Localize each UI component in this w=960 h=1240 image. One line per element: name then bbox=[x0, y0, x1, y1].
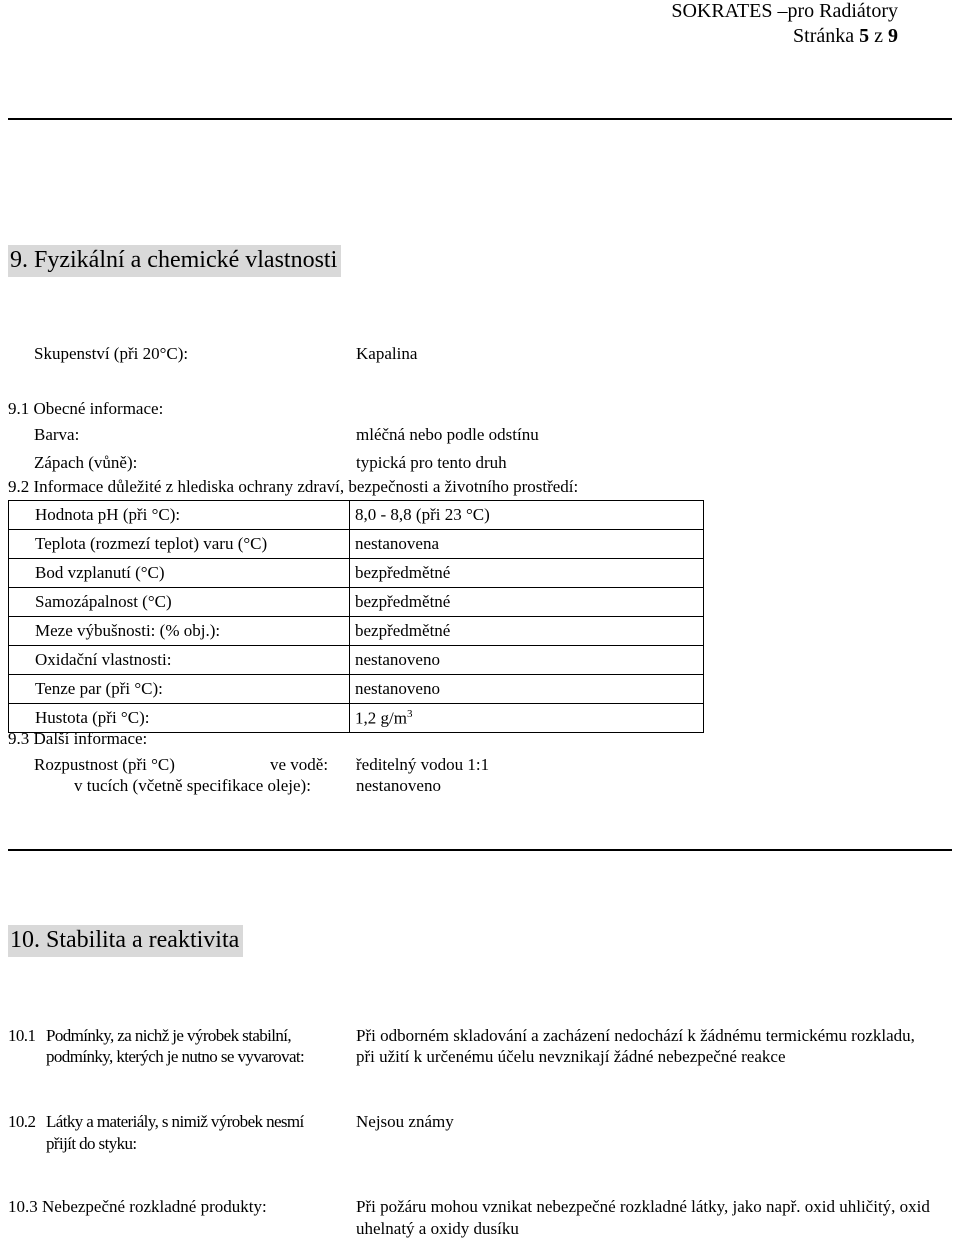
properties-table bbox=[8, 500, 704, 733]
row-value: nestanoveno bbox=[355, 679, 440, 698]
table-row bbox=[9, 559, 703, 588]
item-10-3-value-a: Při požáru mohou vznikat nebezpečné rozkladné látky, jako např. oxid uhličitý, oxid bbox=[356, 1197, 930, 1216]
row-label: Bod vzplanutí (°C) bbox=[35, 563, 165, 582]
item-10-1-label-b: podmínky, kterých je nutno se vyvarovat: bbox=[46, 1047, 305, 1066]
document-header-title: SOKRATES –pro Radiátory bbox=[671, 0, 898, 22]
page-mid: z bbox=[869, 25, 888, 47]
table-row bbox=[9, 617, 703, 646]
solubility-water-label: ve vodě: bbox=[270, 755, 329, 774]
row-value: nestanovena bbox=[355, 534, 440, 553]
section-9-title: 9. Fyzikální a chemické vlastnosti bbox=[8, 245, 341, 277]
item-10-1-value-a: Při odborném skladování a zacházení nedochází k žádnému termickému rozkladu, bbox=[356, 1026, 915, 1045]
solubility-water-value: ředitelný vodou 1:1 bbox=[356, 755, 490, 774]
table-row bbox=[9, 675, 703, 704]
density-value: 1,2 g/m bbox=[355, 708, 407, 728]
odor-value: typická pro tento druh bbox=[356, 453, 507, 472]
state-label: Skupenství (při 20°C): bbox=[34, 344, 189, 363]
table-row bbox=[9, 588, 703, 617]
general-info-heading: 9.1 Obecné informace: bbox=[8, 399, 164, 418]
further-info-heading: 9.3 Další informace: bbox=[8, 729, 148, 748]
page-number bbox=[793, 25, 898, 48]
table-row bbox=[9, 530, 703, 559]
row-value: bezpředmětné bbox=[355, 621, 451, 640]
section-divider bbox=[8, 849, 952, 851]
table-row bbox=[9, 501, 703, 530]
item-10-2-label-b: přijít do styku: bbox=[46, 1134, 137, 1153]
row-label: Samozápalnost (°C) bbox=[35, 592, 172, 611]
header-divider bbox=[8, 118, 952, 120]
row-label: Teplota (rozmezí teplot) varu (°C) bbox=[35, 534, 268, 553]
row-label: Meze výbušnosti: (% obj.): bbox=[35, 621, 221, 640]
state-value: Kapalina bbox=[356, 344, 418, 363]
color-value: mléčná nebo podle odstínu bbox=[356, 425, 539, 444]
item-10-3-label: 10.3 Nebezpečné rozkladné produkty: bbox=[8, 1197, 267, 1216]
solubility-fat-value: nestanoveno bbox=[356, 776, 441, 795]
row-value: bezpředmětné bbox=[355, 592, 451, 611]
item-10-2-number: 10.2 bbox=[8, 1112, 36, 1131]
row-value bbox=[355, 708, 412, 729]
row-value: 8,0 - 8,8 (při 23 °C) bbox=[355, 505, 490, 524]
row-label: Hustota (při °C): bbox=[35, 708, 150, 727]
item-10-3-value-b: uhelnatý a oxidy dusíku bbox=[356, 1219, 519, 1238]
item-10-1-value-b: při užití k určenému účelu nevznikají žádné nebezpečné reakce bbox=[356, 1047, 786, 1066]
table-row bbox=[9, 704, 703, 732]
row-label: Tenze par (při °C): bbox=[35, 679, 163, 698]
page-prefix: Stránka bbox=[793, 25, 860, 47]
important-info-heading: 9.2 Informace důležité z hlediska ochrany zdraví, bezpečnosti a životního prostředí: bbox=[8, 477, 579, 496]
page-total: 9 bbox=[888, 25, 898, 47]
item-10-2-label-a: Látky a materiály, s nimiž výrobek nesmí bbox=[46, 1112, 304, 1131]
row-value: nestanoveno bbox=[355, 650, 440, 669]
table-row bbox=[9, 646, 703, 675]
item-10-2-value: Nejsou známy bbox=[356, 1112, 454, 1131]
row-label: Oxidační vlastnosti: bbox=[35, 650, 172, 669]
solubility-fat-label: v tucích (včetně specifikace oleje): bbox=[74, 776, 311, 795]
row-label: Hodnota pH (při °C): bbox=[35, 505, 181, 524]
section-10-title: 10. Stabilita a reaktivita bbox=[8, 925, 243, 957]
item-10-1-label-a: Podmínky, za nichž je výrobek stabilní, bbox=[46, 1026, 292, 1045]
color-label: Barva: bbox=[34, 425, 80, 444]
page-current: 5 bbox=[859, 25, 870, 47]
item-10-1-number: 10.1 bbox=[8, 1026, 36, 1045]
odor-label: Zápach (vůně): bbox=[34, 453, 138, 472]
density-exponent: 3 bbox=[406, 708, 413, 720]
row-value: bezpředmětné bbox=[355, 563, 451, 582]
solubility-label: Rozpustnost (při °C) bbox=[34, 755, 175, 774]
